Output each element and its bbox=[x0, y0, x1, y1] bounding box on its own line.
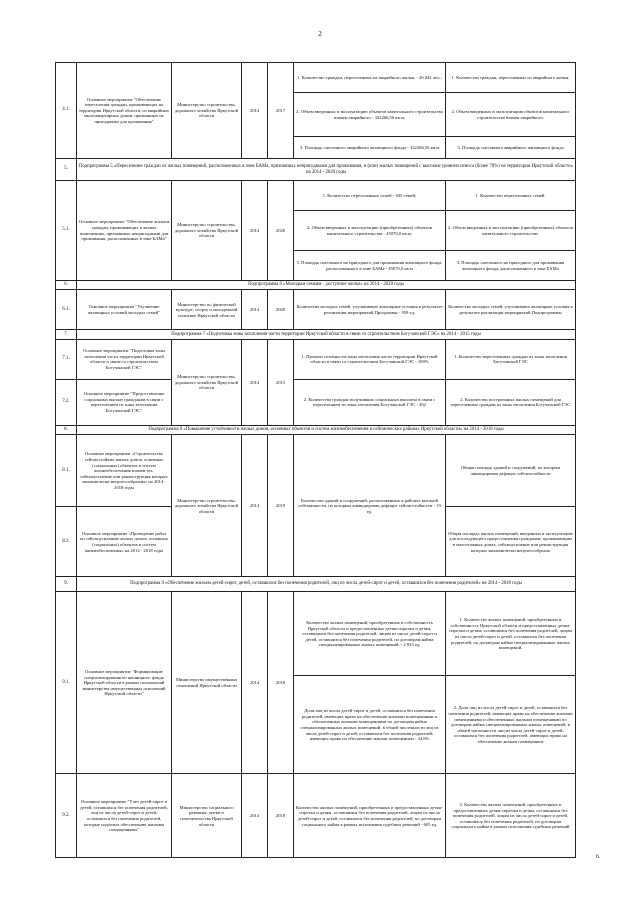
end-year: 2018 bbox=[268, 774, 294, 858]
row-number: 5. bbox=[56, 159, 77, 181]
result-cell: 1. Количество переселенных граждан из зоны затопления Богучанской ГЭС bbox=[446, 339, 576, 379]
result-cell: 2. Объем введенных в эксплуатацию (приобретенных) объектов капитального строительства. bbox=[446, 211, 576, 251]
subprogram-row bbox=[56, 577, 576, 592]
program-table bbox=[55, 62, 576, 858]
executor-cell: Министерство по физической культуре, спорту и молодежной политике Иркутской области bbox=[172, 290, 242, 330]
event-cell: Основное мероприятие "Предоставление социальных выплат гражданам в связи с переселением из зоны затопления Богучанской ГЭС" bbox=[77, 379, 172, 425]
event-cell: Основное мероприятие "Подготовка зоны затопления части территории Иркутской области в связи со строительством Богучанской ГЭС" bbox=[77, 339, 172, 379]
event-cell: Основное мероприятие "Улучшение жилищных условий молодых семей" bbox=[77, 290, 172, 330]
subprogram-row bbox=[56, 281, 576, 290]
row-number: 4.1. bbox=[56, 63, 77, 159]
indicator-cell: 1. Количество граждан, переселенных из аварийного жилья, - 20 042 чел.; bbox=[294, 63, 446, 93]
executor-cell: Министерство социального развития, опеки и попечительства Иркутской области bbox=[172, 774, 242, 858]
executor-cell: Министерство строительства, дорожного хозяйства Иркутской области bbox=[172, 435, 242, 577]
indicator-cell: Количество жилых помещений, приобретенных в собственность Иркутской области и предоставленных детям-сиротам и детям, оставшимся без попечения родителей, лицам из числа детей-сирот и детей, оставшихся без попечения родителей, по договорам найма специализированных жилых помещений, - 2 923 ед. bbox=[294, 592, 446, 676]
event-cell: Основное мероприятие "Формирование специализированного жилищного фонда Иркутской области в рамках полномочий министерства имущественных отношений Иркутской области" bbox=[77, 592, 172, 774]
subprogram-row bbox=[56, 425, 576, 434]
table-row bbox=[56, 181, 576, 211]
table-row bbox=[56, 435, 576, 507]
row-number: 6.1. bbox=[56, 290, 77, 330]
result-cell: 2. Объем введенных в эксплуатацию объектов капитального строительства взамен аварийного. bbox=[446, 93, 576, 137]
result-cell: 1. Количество граждан, переселенных из аварийного жилья. bbox=[446, 63, 576, 93]
start-year: 2014 bbox=[242, 339, 268, 425]
end-year: 2017 bbox=[268, 63, 294, 159]
end-year: 2015 bbox=[268, 339, 294, 425]
subprogram-title: Подпрограмма 7 «Подготовка зоны затопления части территории Иркутской области в связи со строительством Богучанской ГЭС» на 2014 - 2015 годы bbox=[77, 330, 576, 339]
row-number: 7.2. bbox=[56, 379, 77, 425]
result-cell: 1. Количество переселенных семей. bbox=[446, 181, 576, 211]
indicator-cell: Количество молодых семей, улучшивших жилищные условия в результате реализации мероприятий Программы - 959 ед. bbox=[294, 290, 446, 330]
indicator-cell: 1. Количество переселенных семей - 835 семей; bbox=[294, 181, 446, 211]
end-year: 2020 bbox=[268, 290, 294, 330]
subprogram-title: Подпрограмма 8 «Повышение устойчивости жилых домов, основных объектов и систем жизнеобеспечения в сейсмических районах Иркутской области» на 2014 - 2018 годы bbox=[77, 425, 576, 434]
subprogram-title: Подпрограмма 6 «Молодым семьям - доступное жилье» на 2014 - 2020 годы bbox=[77, 281, 576, 290]
executor-cell: Министерство строительства, дорожного хозяйства Иркутской области bbox=[172, 339, 242, 425]
table-row bbox=[56, 63, 576, 93]
row-number: 9. bbox=[56, 577, 77, 592]
indicator-cell: 2. Объем введенных в эксплуатацию объектов капитального строительства взамен аварийного - 332266,50 кв.м; bbox=[294, 93, 446, 137]
row-number: 8. bbox=[56, 425, 77, 434]
result-cell: Общая площадь зданий и сооружений, по которым ликвидирован дефицит сейсмостойкости bbox=[446, 435, 576, 507]
row-number: 8.2. bbox=[56, 507, 77, 577]
start-year: 2014 bbox=[242, 63, 268, 159]
table-row bbox=[56, 339, 576, 379]
table-row bbox=[56, 290, 576, 330]
indicator-cell: 2. Объем введенных в эксплуатацию (приобретенных) объектов капитального строительства - 45070,0 кв.м; bbox=[294, 211, 446, 251]
result-cell: 1. Количество жилых помещений, приобретенных в собственность Иркутской области и предоставленных детям-сиротам и детям, оставшимся без попечения родителей, лицам из числа детей-сирот и детей, оставшихся без попечения родителей, по договорам найма специализированных жилых помещений. bbox=[446, 592, 576, 676]
table-row bbox=[56, 592, 576, 676]
row-number: 7.1. bbox=[56, 339, 77, 379]
end-year: 2020 bbox=[268, 181, 294, 281]
end-year: 2018 bbox=[268, 592, 294, 774]
indicator-cell: Количество зданий и сооружений, расположенных в районах высокой сейсмичности, по которым ликвидирован дефицит сейсмостойкости - 19 ед. bbox=[294, 435, 446, 577]
table-row bbox=[56, 379, 576, 425]
result-cell: 3. Количество жилых помещений, приобретенных и предоставленных детям-сиротам и детям, оставшимся без попечения родителей, лицам из числа детей-сирот и детей, оставшихся без попечения родителей, по договорам социального найма в рамках исполнения судебных решений bbox=[446, 774, 576, 858]
row-number: 5.1. bbox=[56, 181, 77, 281]
event-cell: Основное мероприятие «Строительство сейсмостойких жилых домов, основных (социальных) объектов и систем жизнеобеспечения взамен тех, сейсмоусиление или реконструкция которых экономически нецелесообразны» на 2014 - 2018 годы bbox=[77, 435, 172, 507]
subprogram-row bbox=[56, 159, 576, 181]
executor-cell: Министерство имущественных отношений Иркутской области bbox=[172, 592, 242, 774]
indicator-cell: 3. Площадь снесенного не пригодного для проживания жилищного фонда, расположенного в зоне БАМа - 45070,0 кв.м bbox=[294, 251, 446, 281]
event-cell: Основное мероприятие "Обеспечение переселения граждан, проживающих на территории Иркутской области, из аварийных многоквартирных домов, признанных не пригодными для проживания" bbox=[77, 63, 172, 159]
subprogram-row bbox=[56, 330, 576, 339]
row-number: 6. bbox=[56, 281, 77, 290]
indicator-cell: Количество жилых помещений, приобретенных и предоставленных детям-сиротам и детям, оставшимся без попечения родителей, лицам из числа детей-сирот и детей, оставшихся без попечения родителей, по договорам социального найма в рамках исполнения судебных решений - 605 ед. bbox=[294, 774, 446, 858]
row-number: 9.2. bbox=[56, 774, 77, 858]
result-cell: 3. Площадь снесенного не пригодного для проживания жилищного фонда, расположенного в зоне БАМа bbox=[446, 251, 576, 281]
indicator-cell: 2. Количество граждан получивших социальных выплаты в связи с переселением из зоны затопления Богучанской ГЭС - 262 bbox=[294, 379, 446, 425]
result-cell: Количество молодых семей, улучшивших жилищные условия в результате реализации мероприятий Подпрограммы bbox=[446, 290, 576, 330]
event-cell: Основное мероприятие "Учет детей-сирот и детей, оставшихся без попечения родителей, лиц из числа детей-сирот и детей, оставшихся без попечения родителей, которые подлежат обеспечению жилыми помещениями" bbox=[77, 774, 172, 858]
result-cell: 3. Площадь снесенного аварийного жилищного фонда bbox=[446, 137, 576, 159]
start-year: 2014 bbox=[242, 435, 268, 577]
start-year: 2014 bbox=[242, 181, 268, 281]
subprogram-title: Подпрограмма 9 «Обеспечение жильем детей-сирот, детей, оставшихся без попечения родителей, лиц из числа детей-сирот и детей, оставшихся без попечения родителей» на 2014 - 2018 годы bbox=[77, 577, 576, 592]
page-margin-mark: 6. bbox=[596, 854, 601, 860]
page-number: 2 bbox=[318, 30, 322, 38]
executor-cell: Министерство строительства, дорожного хозяйства Иркутской области bbox=[172, 63, 242, 159]
event-cell: Основное мероприятие "Обеспечение жильем граждан, проживающих в жилых помещениях, признанных непригодными для проживания, расположенных в зоне БАМа" bbox=[77, 181, 172, 281]
indicator-cell: Доля лиц из числа детей-сирот и детей, оставшихся без попечения родителей, имеющих право на обеспечение жилыми помещениями и обеспеченных жилыми помещениями по договорам найма специализированных жилых помещений, в общей численности лиц из числа детей-сирот и детей, оставшихся без попечения родителей, имеющих право на обеспечение жилым помещением - 34,6% bbox=[294, 676, 446, 774]
start-year: 2014 bbox=[242, 592, 268, 774]
start-year: 2014 bbox=[242, 774, 268, 858]
result-cell: 2. Доля лиц из числа детей-сирот и детей, оставшихся без попечения родителей, имеющих право на обеспечение жилыми помещениями и обеспеченных жилыми помещениями по договорам найма специализированных жилых помещений, в общей численности лиц из числа детей-сирот и детей, оставшихся без попечения родителей, имеющих право на обеспечение жилым помещением bbox=[446, 676, 576, 774]
indicator-cell: 1. Процент готовности зоны затопления части территории Иркутской области в связи со строительством Богучанской ГЭС - 100% bbox=[294, 339, 446, 379]
subprogram-title: Подпрограмма 5 «Переселение граждан из жилых помещений, расположенных в зоне БАМа, признанных непригодными для проживания, и (или) жилых помещений с высоким уровнем износа (более 70%) на территории Иркутской области» на 2014 - 2020 годы bbox=[77, 159, 576, 181]
result-cell: Общая площадь жилых помещений, введенных в эксплуатацию для последующего предоставления гражданам, проживающим в малоэтажных домах, сейсмоусиление или реконструкция которых экономически нецелесообразно bbox=[446, 507, 576, 577]
end-year: 2018 bbox=[268, 435, 294, 577]
row-number: 7. bbox=[56, 330, 77, 339]
indicator-cell: 3. Площадь снесенного аварийного жилищного фонда - 332266,50 кв.м bbox=[294, 137, 446, 159]
table-row bbox=[56, 774, 576, 858]
start-year: 2014 bbox=[242, 290, 268, 330]
result-cell: 2. Количество построенных жилых помещений для переселенных граждан из зоны затопления Богучанской ГЭС bbox=[446, 379, 576, 425]
row-number: 8.1. bbox=[56, 435, 77, 507]
row-number: 9.1. bbox=[56, 592, 77, 774]
event-cell: Основное мероприятие «Проведение работ по сейсмоусилению жилых домов, основных (социальных) объектов и систем жизнеобеспечения» на 2014 - 2018 годы bbox=[77, 507, 172, 577]
executor-cell: Министерство строительства, дорожного хозяйства Иркутской области bbox=[172, 181, 242, 281]
